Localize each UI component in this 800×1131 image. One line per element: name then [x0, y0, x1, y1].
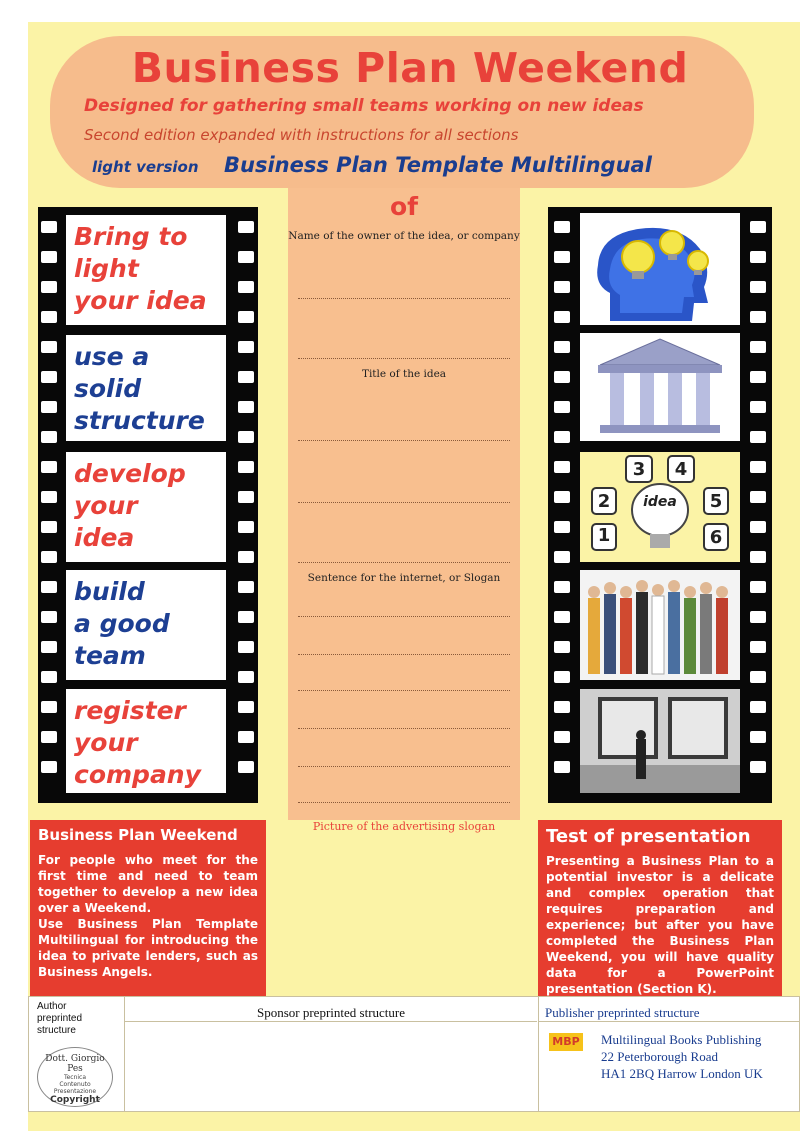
header-edition: Second edition expanded with instructions for all sections — [84, 126, 519, 144]
film-frame-1 — [66, 215, 226, 325]
film-frame-2 — [66, 335, 226, 441]
title-line-3[interactable] — [298, 562, 510, 563]
publisher-address-1: 22 Peterborough Road — [601, 1049, 718, 1064]
stamp-line-2: Contenuto — [59, 1081, 91, 1088]
right-sprocket-holes-r — [750, 221, 766, 773]
author-label: Author preprinted structure — [37, 1001, 83, 1036]
test-of-presentation-box — [538, 820, 782, 998]
idea-number-2: 2 — [597, 491, 611, 512]
film-frame-4 — [66, 570, 226, 680]
sponsor-label: Sponsor preprinted structure — [256, 1005, 406, 1020]
team-people-image — [580, 570, 740, 680]
publisher-divider — [539, 1021, 799, 1022]
title-line[interactable] — [298, 440, 510, 441]
idea-word: idea — [643, 494, 677, 510]
light-version-label: light version — [92, 158, 199, 176]
publisher-label: Publisher preprinted structure — [545, 1005, 700, 1020]
owner-label: Name of the owner of the idea, or company — [288, 230, 520, 242]
right-box-heading: Test of presentation — [546, 826, 751, 847]
author-section — [29, 997, 125, 1111]
publisher-section — [539, 997, 799, 1111]
slogan-line-2[interactable] — [298, 654, 510, 655]
idea-steps-image — [580, 452, 740, 562]
business-plan-weekend-box — [30, 820, 266, 996]
of-label: of — [389, 192, 419, 221]
picture-caption: Picture of the advertising slogan — [312, 820, 496, 833]
idea-number-1: 1 — [597, 525, 611, 546]
publisher-name: Multilingual Books Publishing — [601, 1032, 762, 1047]
frame-text-build-team: build a good team — [74, 577, 170, 670]
left-film-strip — [38, 207, 258, 803]
slogan-line-3[interactable] — [298, 690, 510, 691]
stamp-line-1: Tecnica — [63, 1074, 87, 1081]
mbp-logo: MBP — [549, 1033, 583, 1051]
left-sprocket-holes-r — [554, 221, 570, 773]
frame-text-develop-idea: develop your idea — [74, 459, 186, 552]
right-box-body: Presenting a Business Plan to a potential investor is a delicate and complex operation that requires preparation and experience; but after you have completed the Business Plan Weekend, you will have quality data for a PowerPoint presentation (Section K). — [546, 854, 774, 996]
slogan-label: Sentence for the internet, or Slogan — [307, 572, 501, 584]
right-sprocket-holes — [238, 221, 254, 773]
lightbulbs-head-image — [580, 213, 740, 325]
publisher-address-2: HA1 2BQ Harrow London UK — [601, 1066, 763, 1081]
right-film-strip — [548, 207, 772, 803]
footer — [28, 996, 800, 1112]
stamp-copyright: Copyright — [50, 1095, 100, 1105]
page-title: Business Plan Weekend — [131, 44, 689, 92]
title-label: Title of the idea — [361, 368, 447, 380]
header-banner — [50, 36, 754, 188]
template-name: Business Plan Template Multilingual — [224, 153, 652, 177]
film-frame-5 — [66, 689, 226, 793]
owner-line[interactable] — [298, 298, 510, 299]
frame-text-solid-structure: use a solid structure — [74, 342, 205, 435]
idea-number-6: 6 — [709, 527, 723, 548]
idea-number-3: 3 — [632, 459, 646, 480]
left-sprocket-holes — [41, 221, 57, 773]
slogan-line-1[interactable] — [298, 616, 510, 617]
left-box-body-2: Use Business Plan Template Multilingual for introducing the idea to private lenders, such as Business Angels. — [38, 917, 258, 979]
author-stamp — [37, 1047, 113, 1107]
office-building-image — [580, 689, 740, 793]
left-box-body-1: For people who meet for the first time and need to team together to develop a new idea over a Weekend. — [38, 853, 258, 915]
classical-columns-image — [580, 333, 740, 441]
owner-line-2[interactable] — [298, 358, 510, 359]
slogan-line-4[interactable] — [298, 728, 510, 729]
slogan-line-5[interactable] — [298, 766, 510, 767]
idea-number-5: 5 — [709, 491, 723, 512]
idea-number-4: 4 — [674, 459, 688, 480]
left-box-heading: Business Plan Weekend — [38, 826, 238, 844]
frame-text-bring-to-light: Bring to light your idea — [74, 222, 207, 315]
idea-info-panel — [288, 188, 520, 820]
slogan-line-6[interactable] — [298, 802, 510, 803]
title-line-2[interactable] — [298, 502, 510, 503]
film-frame-3 — [66, 452, 226, 562]
stamp-name: Dott. Giorgio Pes — [45, 1054, 105, 1074]
sponsor-section — [125, 997, 539, 1111]
stamp-line-3: Presentazione — [53, 1088, 97, 1095]
header-subtitle: Designed for gathering small teams working on new ideas — [84, 96, 644, 116]
sponsor-divider — [125, 1021, 537, 1022]
frame-text-register-company: register your company — [74, 696, 201, 789]
